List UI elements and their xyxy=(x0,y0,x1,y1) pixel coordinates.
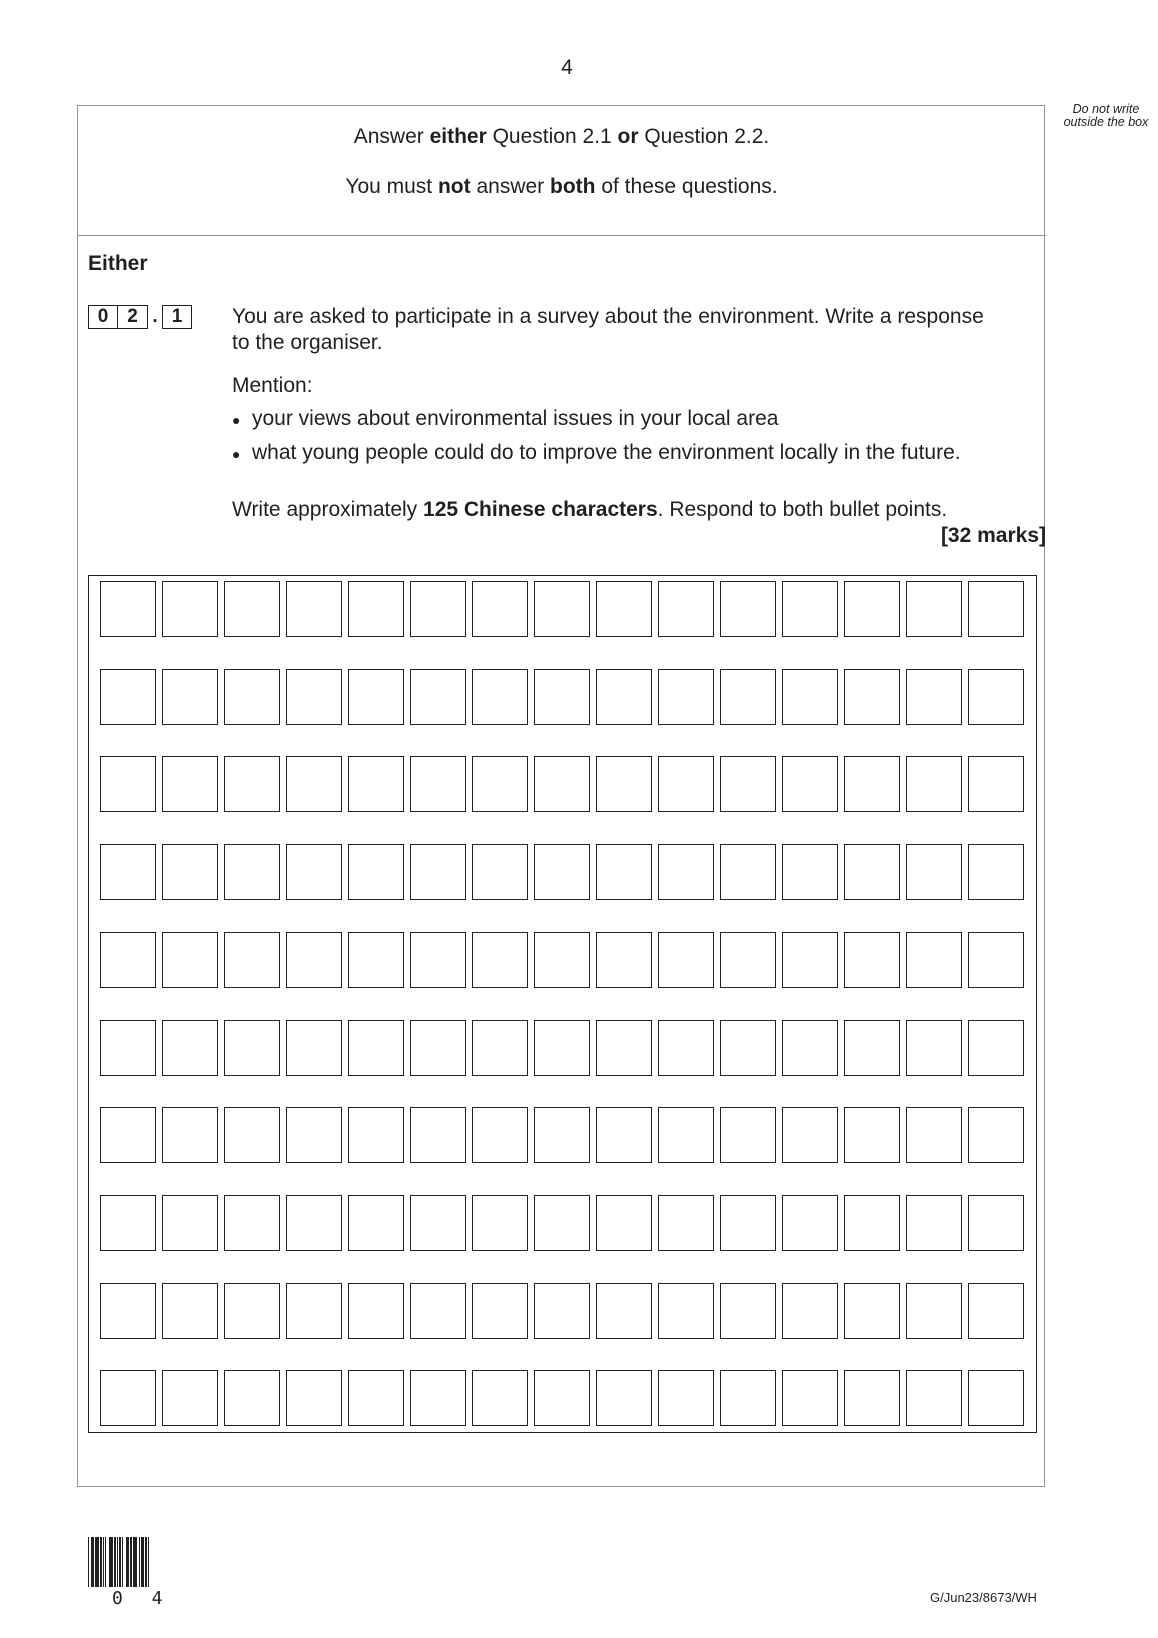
answer-cell[interactable] xyxy=(720,581,776,637)
answer-cell[interactable] xyxy=(100,1195,156,1251)
answer-cell[interactable] xyxy=(658,932,714,988)
answer-cell[interactable] xyxy=(720,1283,776,1339)
answer-cell[interactable] xyxy=(906,581,962,637)
answer-cell[interactable] xyxy=(162,1020,218,1076)
answer-cell[interactable] xyxy=(162,669,218,725)
answer-cell[interactable] xyxy=(100,669,156,725)
answer-cell[interactable] xyxy=(658,844,714,900)
answer-cell[interactable] xyxy=(596,1020,652,1076)
margin-note: Do not write outside the box xyxy=(1063,102,1149,129)
answer-cell[interactable] xyxy=(472,756,528,812)
answer-cell[interactable] xyxy=(162,756,218,812)
answer-cell[interactable] xyxy=(782,1195,838,1251)
prompt-line: to the organiser. xyxy=(232,331,383,354)
answer-cell[interactable] xyxy=(596,581,652,637)
answer-cell[interactable] xyxy=(100,844,156,900)
answer-cell[interactable] xyxy=(906,1020,962,1076)
answer-cell[interactable] xyxy=(472,932,528,988)
answer-cell[interactable] xyxy=(596,932,652,988)
answer-cell[interactable] xyxy=(844,1020,900,1076)
answer-cell[interactable] xyxy=(968,844,1024,900)
answer-cell[interactable] xyxy=(162,932,218,988)
answer-cell[interactable] xyxy=(348,1370,404,1426)
answer-cell[interactable] xyxy=(534,756,590,812)
answer-cell[interactable] xyxy=(534,1370,590,1426)
answer-cell[interactable] xyxy=(844,581,900,637)
answer-cell[interactable] xyxy=(410,581,466,637)
answer-cell[interactable] xyxy=(410,756,466,812)
answer-cell[interactable] xyxy=(534,1283,590,1339)
question-prompt xyxy=(232,304,984,356)
answer-cell[interactable] xyxy=(596,1107,652,1163)
answer-cell[interactable] xyxy=(968,756,1024,812)
answer-cell[interactable] xyxy=(534,1195,590,1251)
question-digit: 2 xyxy=(118,305,148,329)
answer-cell[interactable] xyxy=(162,1370,218,1426)
answer-cell[interactable] xyxy=(410,932,466,988)
answer-cell[interactable] xyxy=(968,1370,1024,1426)
answer-cell[interactable] xyxy=(596,1195,652,1251)
answer-cell[interactable] xyxy=(348,669,404,725)
answer-cell[interactable] xyxy=(782,844,838,900)
answer-cell[interactable] xyxy=(100,1283,156,1339)
answer-cell[interactable] xyxy=(100,581,156,637)
answer-cell[interactable] xyxy=(968,1107,1024,1163)
answer-cell[interactable] xyxy=(410,1195,466,1251)
answer-cell[interactable] xyxy=(596,756,652,812)
answer-cell[interactable] xyxy=(410,1020,466,1076)
answer-cell[interactable] xyxy=(596,1283,652,1339)
answer-cell[interactable] xyxy=(410,1283,466,1339)
prompt-line: You are asked to participate in a survey about the environment. Write a response xyxy=(232,305,984,328)
answer-cell[interactable] xyxy=(720,1370,776,1426)
answer-cell[interactable] xyxy=(472,581,528,637)
answer-cell[interactable] xyxy=(472,1370,528,1426)
answer-cell[interactable] xyxy=(658,669,714,725)
answer-cell[interactable] xyxy=(286,932,342,988)
question-separator: . xyxy=(152,306,158,327)
barcode-number: 0 4 xyxy=(112,1588,172,1609)
answer-cell[interactable] xyxy=(968,932,1024,988)
answer-cell[interactable] xyxy=(782,1020,838,1076)
answer-cell[interactable] xyxy=(224,669,280,725)
answer-cell[interactable] xyxy=(100,1107,156,1163)
answer-cell[interactable] xyxy=(782,581,838,637)
answer-cell[interactable] xyxy=(224,1195,280,1251)
answer-cell[interactable] xyxy=(162,1107,218,1163)
paper-code: G/Jun23/8673/WH xyxy=(930,1590,1037,1605)
answer-cell[interactable] xyxy=(844,669,900,725)
answer-cell[interactable] xyxy=(100,1020,156,1076)
answer-cell[interactable] xyxy=(844,932,900,988)
bullet-icon: ● xyxy=(232,412,241,428)
answer-cell[interactable] xyxy=(224,844,280,900)
answer-cell[interactable] xyxy=(162,1195,218,1251)
answer-cell[interactable] xyxy=(286,844,342,900)
answer-cell[interactable] xyxy=(348,756,404,812)
answer-cell[interactable] xyxy=(658,1195,714,1251)
answer-cell[interactable] xyxy=(410,844,466,900)
answer-cell[interactable] xyxy=(286,1195,342,1251)
answer-cell[interactable] xyxy=(534,1107,590,1163)
write-instruction: Write approximately 125 Chinese characters. Respond to both bullet points. xyxy=(232,498,948,521)
answer-cell[interactable] xyxy=(720,1020,776,1076)
answer-cell[interactable] xyxy=(534,669,590,725)
instruction-line-1: Answer either Question 2.1 or Question 2.2. xyxy=(353,125,770,148)
instruction-line-2: You must not answer both of these questions. xyxy=(345,175,778,198)
answer-cell[interactable] xyxy=(720,756,776,812)
answer-cell[interactable] xyxy=(100,932,156,988)
answer-cell[interactable] xyxy=(472,1107,528,1163)
answer-cell[interactable] xyxy=(162,844,218,900)
answer-cell[interactable] xyxy=(720,1195,776,1251)
answer-cell[interactable] xyxy=(906,844,962,900)
bullet-icon: ● xyxy=(232,446,241,462)
answer-cell[interactable] xyxy=(968,1020,1024,1076)
answer-cell[interactable] xyxy=(720,1107,776,1163)
answer-cell[interactable] xyxy=(100,1370,156,1426)
answer-cell[interactable] xyxy=(782,1107,838,1163)
answer-cell[interactable] xyxy=(844,1283,900,1339)
answer-cell[interactable] xyxy=(348,1283,404,1339)
answer-cell[interactable] xyxy=(720,669,776,725)
answer-cell[interactable] xyxy=(596,669,652,725)
answer-cell[interactable] xyxy=(720,844,776,900)
bullet-item xyxy=(232,407,778,433)
answer-cell[interactable] xyxy=(286,756,342,812)
answer-cell[interactable] xyxy=(906,932,962,988)
answer-cell[interactable] xyxy=(844,1370,900,1426)
answer-cell[interactable] xyxy=(472,844,528,900)
answer-cell[interactable] xyxy=(410,669,466,725)
barcode-icon xyxy=(88,1537,192,1587)
answer-cell[interactable] xyxy=(224,1107,280,1163)
bullet-item xyxy=(232,441,961,467)
answer-cell[interactable] xyxy=(844,1107,900,1163)
answer-cell[interactable] xyxy=(224,1020,280,1076)
answer-cell[interactable] xyxy=(472,1195,528,1251)
answer-cell[interactable] xyxy=(534,1020,590,1076)
answer-cell[interactable] xyxy=(286,1020,342,1076)
answer-cell[interactable] xyxy=(224,581,280,637)
answer-cell[interactable] xyxy=(906,1283,962,1339)
answer-cell[interactable] xyxy=(286,669,342,725)
answer-cell[interactable] xyxy=(658,581,714,637)
answer-cell[interactable] xyxy=(658,756,714,812)
answer-cell[interactable] xyxy=(348,581,404,637)
answer-cell[interactable] xyxy=(348,1195,404,1251)
answer-cell[interactable] xyxy=(162,1283,218,1339)
answer-cell[interactable] xyxy=(844,1195,900,1251)
answer-cell[interactable] xyxy=(224,1283,280,1339)
answer-cell[interactable] xyxy=(906,756,962,812)
answer-cell[interactable] xyxy=(286,1370,342,1426)
answer-cell[interactable] xyxy=(162,581,218,637)
answer-cell[interactable] xyxy=(100,756,156,812)
answer-cell[interactable] xyxy=(906,669,962,725)
answer-cell[interactable] xyxy=(534,844,590,900)
mention-label: Mention: xyxy=(232,374,313,397)
question-digit: 1 xyxy=(162,305,192,329)
either-label: Either xyxy=(88,252,148,275)
answer-cell[interactable] xyxy=(968,669,1024,725)
answer-cell[interactable] xyxy=(348,1020,404,1076)
answer-cell[interactable] xyxy=(844,756,900,812)
section-divider xyxy=(77,235,1046,236)
answer-cell[interactable] xyxy=(968,581,1024,637)
answer-cell[interactable] xyxy=(224,756,280,812)
answer-cell[interactable] xyxy=(410,1107,466,1163)
marks-label: [32 marks] xyxy=(940,524,1046,547)
answer-cell[interactable] xyxy=(472,1283,528,1339)
answer-cell[interactable] xyxy=(286,1107,342,1163)
answer-cell[interactable] xyxy=(844,844,900,900)
page-number: 4 xyxy=(561,56,573,79)
answer-cell[interactable] xyxy=(906,1370,962,1426)
answer-cell[interactable] xyxy=(286,581,342,637)
answer-cell[interactable] xyxy=(472,1020,528,1076)
answer-cell[interactable] xyxy=(906,1195,962,1251)
answer-cell[interactable] xyxy=(906,1107,962,1163)
answer-cell[interactable] xyxy=(968,1195,1024,1251)
answer-cell[interactable] xyxy=(968,1283,1024,1339)
answer-cell[interactable] xyxy=(224,932,280,988)
answer-cell[interactable] xyxy=(782,932,838,988)
answer-cell[interactable] xyxy=(782,756,838,812)
answer-cell[interactable] xyxy=(472,669,528,725)
answer-cell[interactable] xyxy=(534,932,590,988)
bullet-text: your views about environmental issues in your local area xyxy=(252,407,779,430)
answer-cell[interactable] xyxy=(782,1283,838,1339)
answer-cell[interactable] xyxy=(658,1370,714,1426)
answer-cell[interactable] xyxy=(534,581,590,637)
answer-cell[interactable] xyxy=(348,932,404,988)
answer-cell[interactable] xyxy=(348,844,404,900)
bullet-text: what young people could do to improve the environment locally in the future. xyxy=(252,441,961,464)
question-digit: 0 xyxy=(88,305,118,329)
answer-cell[interactable] xyxy=(410,1370,466,1426)
answer-cell[interactable] xyxy=(782,669,838,725)
answer-cell[interactable] xyxy=(596,844,652,900)
answer-cell[interactable] xyxy=(596,1370,652,1426)
answer-cell[interactable] xyxy=(658,1107,714,1163)
answer-cell[interactable] xyxy=(782,1370,838,1426)
answer-cell[interactable] xyxy=(348,1107,404,1163)
question-number xyxy=(88,305,192,329)
answer-cell[interactable] xyxy=(286,1283,342,1339)
answer-cell[interactable] xyxy=(658,1020,714,1076)
answer-cell[interactable] xyxy=(658,1283,714,1339)
answer-cell[interactable] xyxy=(224,1370,280,1426)
answer-cell[interactable] xyxy=(720,932,776,988)
